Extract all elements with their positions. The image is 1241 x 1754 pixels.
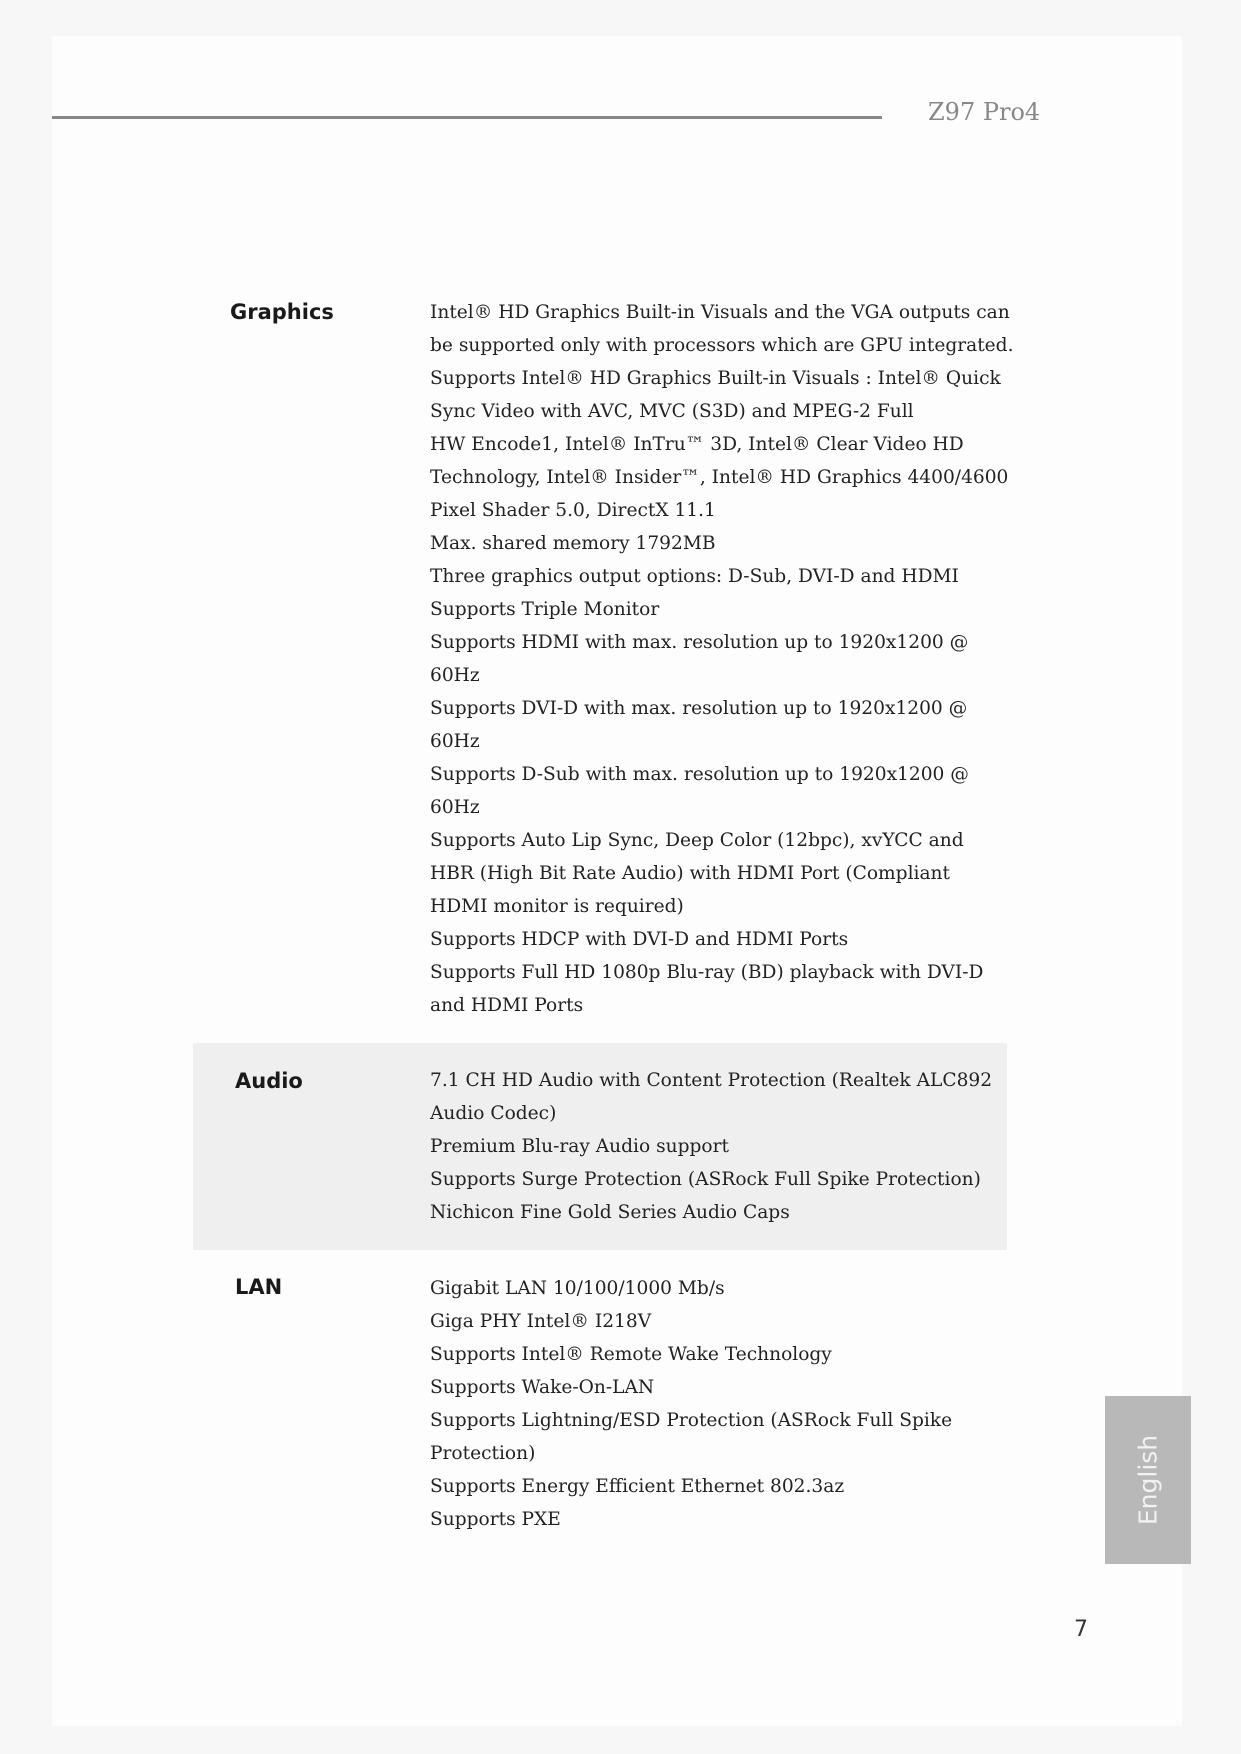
language-tab bbox=[1105, 1396, 1191, 1564]
spec-line: Sync Video with AVC, MVC (S3D) and MPEG-2 Full bbox=[430, 401, 914, 422]
spec-line: HW Encode1, Intel® InTru™ 3D, Intel® Clear Video HD bbox=[430, 434, 964, 455]
spec-line: Nichicon Fine Gold Series Audio Caps bbox=[430, 1202, 790, 1223]
lan-spec-list bbox=[430, 1272, 952, 1536]
spec-line: 60Hz bbox=[430, 797, 480, 818]
header-rule bbox=[52, 116, 882, 119]
spec-line: Intel® HD Graphics Built-in Visuals and the VGA outputs can bbox=[430, 302, 1010, 323]
spec-line: Supports Intel® Remote Wake Technology bbox=[430, 1344, 832, 1365]
audio-spec-list bbox=[430, 1064, 992, 1229]
spec-line: Supports Wake-On-LAN bbox=[430, 1377, 655, 1398]
spec-line: 60Hz bbox=[430, 731, 480, 752]
spec-line: Giga PHY Intel® I218V bbox=[430, 1311, 652, 1332]
page-number: 7 bbox=[1074, 1617, 1088, 1642]
spec-line: and HDMI Ports bbox=[430, 995, 584, 1016]
spec-line: Pixel Shader 5.0, DirectX 11.1 bbox=[430, 500, 716, 521]
spec-line: Three graphics output options: D-Sub, DVI-D and HDMI bbox=[430, 566, 959, 587]
spec-line: Supports DVI-D with max. resolution up to 1920x1200 @ bbox=[430, 698, 968, 719]
spec-line: be supported only with processors which are GPU integrated. bbox=[430, 335, 1014, 356]
section-label-lan: LAN bbox=[235, 1275, 283, 1299]
spec-line: 60Hz bbox=[430, 665, 480, 686]
spec-line: Supports Energy Efficient Ethernet 802.3az bbox=[430, 1476, 845, 1497]
spec-line: Supports Full HD 1080p Blu-ray (BD) playback with DVI-D bbox=[430, 962, 984, 983]
spec-line: Supports Intel® HD Graphics Built-in Visuals : Intel® Quick bbox=[430, 368, 1001, 389]
spec-line: Supports PXE bbox=[430, 1509, 561, 1530]
spec-line: HBR (High Bit Rate Audio) with HDMI Port (Compliant bbox=[430, 863, 950, 884]
graphics-spec-list bbox=[430, 296, 1014, 1022]
spec-line: Audio Codec) bbox=[430, 1103, 557, 1124]
spec-line: HDMI monitor is required) bbox=[430, 896, 684, 917]
spec-line: Supports HDMI with max. resolution up to 1920x1200 @ bbox=[430, 632, 969, 653]
spec-line: Max. shared memory 1792MB bbox=[430, 533, 716, 554]
spec-line: Supports Surge Protection (ASRock Full Spike Protection) bbox=[430, 1169, 981, 1190]
spec-line: Protection) bbox=[430, 1443, 536, 1464]
section-label-audio: Audio bbox=[235, 1069, 303, 1093]
language-tab-label: English bbox=[1133, 1434, 1163, 1526]
spec-line: 7.1 CH HD Audio with Content Protection (Realtek ALC892 bbox=[430, 1070, 993, 1091]
spec-line: Supports Lightning/ESD Protection (ASRock Full Spike bbox=[430, 1410, 953, 1431]
spec-line: Premium Blu-ray Audio support bbox=[430, 1136, 729, 1157]
spec-line: Supports Triple Monitor bbox=[430, 599, 660, 620]
spec-line: Supports HDCP with DVI-D and HDMI Ports bbox=[430, 929, 849, 950]
spec-line: Supports D-Sub with max. resolution up to 1920x1200 @ bbox=[430, 764, 969, 785]
spec-line: Supports Auto Lip Sync, Deep Color (12bpc), xvYCC and bbox=[430, 830, 964, 851]
section-label-graphics: Graphics bbox=[230, 300, 334, 324]
spec-line: Gigabit LAN 10/100/1000 Mb/s bbox=[430, 1278, 725, 1299]
model-name: Z97 Pro4 bbox=[928, 98, 1041, 126]
spec-line: Technology, Intel® Insider™, Intel® HD Graphics 4400/4600 bbox=[430, 467, 1009, 488]
